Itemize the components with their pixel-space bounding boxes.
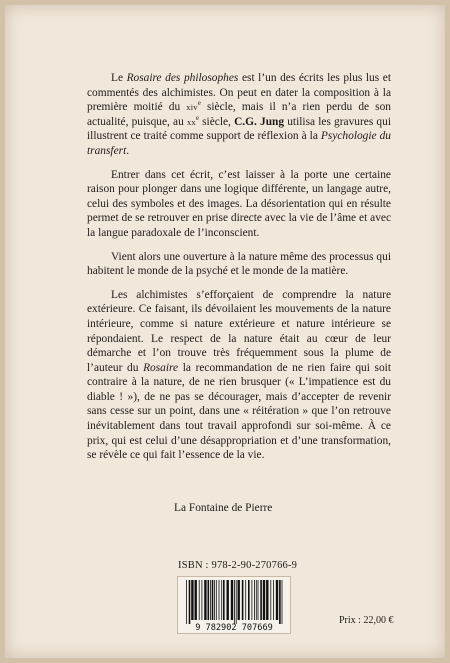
barcode-bar	[279, 580, 281, 624]
century-suffix: e	[197, 99, 201, 108]
barcode-bar	[231, 580, 233, 620]
barcode-bar	[195, 580, 197, 620]
barcode-bar	[216, 580, 217, 620]
barcode-bar	[210, 580, 211, 620]
barcode-bar	[258, 580, 259, 620]
paragraph-4	[87, 288, 391, 463]
book-title-psychologie: Psychologie du transfert	[87, 130, 391, 157]
barcode-bar	[223, 580, 225, 620]
barcode-bar	[245, 580, 246, 620]
century-numeral: xiv	[186, 102, 198, 113]
barcode-graphic	[178, 577, 290, 633]
barcode-bar	[266, 580, 268, 620]
book-title-rosaire: Rosaire des philosophes	[126, 72, 239, 84]
book-title-rosaire: Rosaire	[143, 361, 179, 374]
barcode-bar	[186, 580, 187, 624]
barcode-bar	[263, 580, 265, 620]
price-label: Prix : 22,00 €	[339, 615, 394, 626]
barcode-bar	[276, 580, 278, 620]
barcode-bar	[199, 580, 200, 620]
text-run: la recommandation de ne rien faire qui soit contraire à la nature, de ne rien brusquer (« L’impatience est du diable ! »), de ne pas se décourager, mais d’accepter de revenir sans cesse sur un point, dans une « réitération » que l’on retrouve inévitablement dans tout travail approfondi sur soi-même. À ce prix, qui est celui d’une désappropriation et d’une transformation, se révèle ce qui fait l’essence de la vie.	[87, 361, 391, 462]
barcode-bar	[242, 580, 244, 620]
barcode-bar	[270, 580, 271, 620]
barcode-bar	[254, 580, 255, 620]
barcode-bar	[189, 580, 191, 624]
barcode-bar	[219, 580, 220, 620]
barcode-bar	[212, 580, 214, 620]
barcode-bar	[208, 580, 210, 620]
author-name-jung: C.G. Jung	[234, 115, 285, 128]
barcode-bar	[227, 580, 229, 620]
text-run: utilisa les gravures qui illustrent ce traité comme support de réflexion à la	[87, 115, 391, 143]
barcode-bar	[204, 580, 206, 620]
text-run: Le	[111, 72, 127, 84]
blurb-text	[87, 71, 391, 472]
barcode-bar	[238, 580, 240, 620]
text-run: Les alchimistes s’efforçaient de comprendre la nature extérieure. Ce faisant, ils dévoilaient les mouvements de la nature intérieure, comme si nature extérieure et nature intérieure se répondaient. Le respect de la nature était au cœur de leur démarche et l’on trouve très fréquemment sous la plume de l’auteur du	[87, 288, 391, 374]
barcode-bar	[202, 580, 203, 620]
barcode	[177, 576, 291, 634]
barcode-bar	[214, 580, 215, 620]
barcode-bar	[191, 580, 193, 620]
barcode-bar	[282, 580, 283, 624]
paragraph-1	[87, 71, 391, 159]
barcode-bar	[256, 580, 257, 620]
barcode-bar	[252, 580, 253, 620]
text-run: siècle, mais il n’a rien perdu de son actualité, puisque, au	[87, 101, 391, 128]
barcode-bar	[260, 580, 262, 620]
barcode-bar	[273, 580, 274, 620]
paragraph-2: Entrer dans cet écrit, c’est laisser à la porte une certaine raison pour plonger dans une logique différente, un langage autre, celui des symboles et des images. La désorientation qui en résulte permet de se retrouver en prise directe avec la vie de l’âme et avec la langue paradoxale de l’inconscient.	[87, 168, 391, 239]
text-run: .	[126, 144, 130, 157]
publisher-name: La Fontaine de Pierre	[174, 502, 273, 514]
century-numeral: xx	[186, 116, 196, 127]
isbn-label: ISBN : 978-2-90-270766-9	[178, 560, 298, 571]
text-run: siècle,	[198, 115, 235, 128]
barcode-bar	[236, 580, 237, 624]
barcode-bar	[234, 580, 235, 624]
barcode-bar	[221, 580, 222, 620]
barcode-bar	[248, 580, 250, 620]
paragraph-3: Vient alors une ouverture à la nature même des processus qui habitent le monde de la psyché et le monde de la matière.	[87, 250, 391, 278]
century-suffix: e	[195, 113, 199, 122]
barcode-digits: 9 782902 707669	[195, 623, 273, 633]
text-run: est l’un des écrits les plus lus et commentés des alchimistes. On peut en dater la composition à la première moitié du	[87, 72, 391, 114]
